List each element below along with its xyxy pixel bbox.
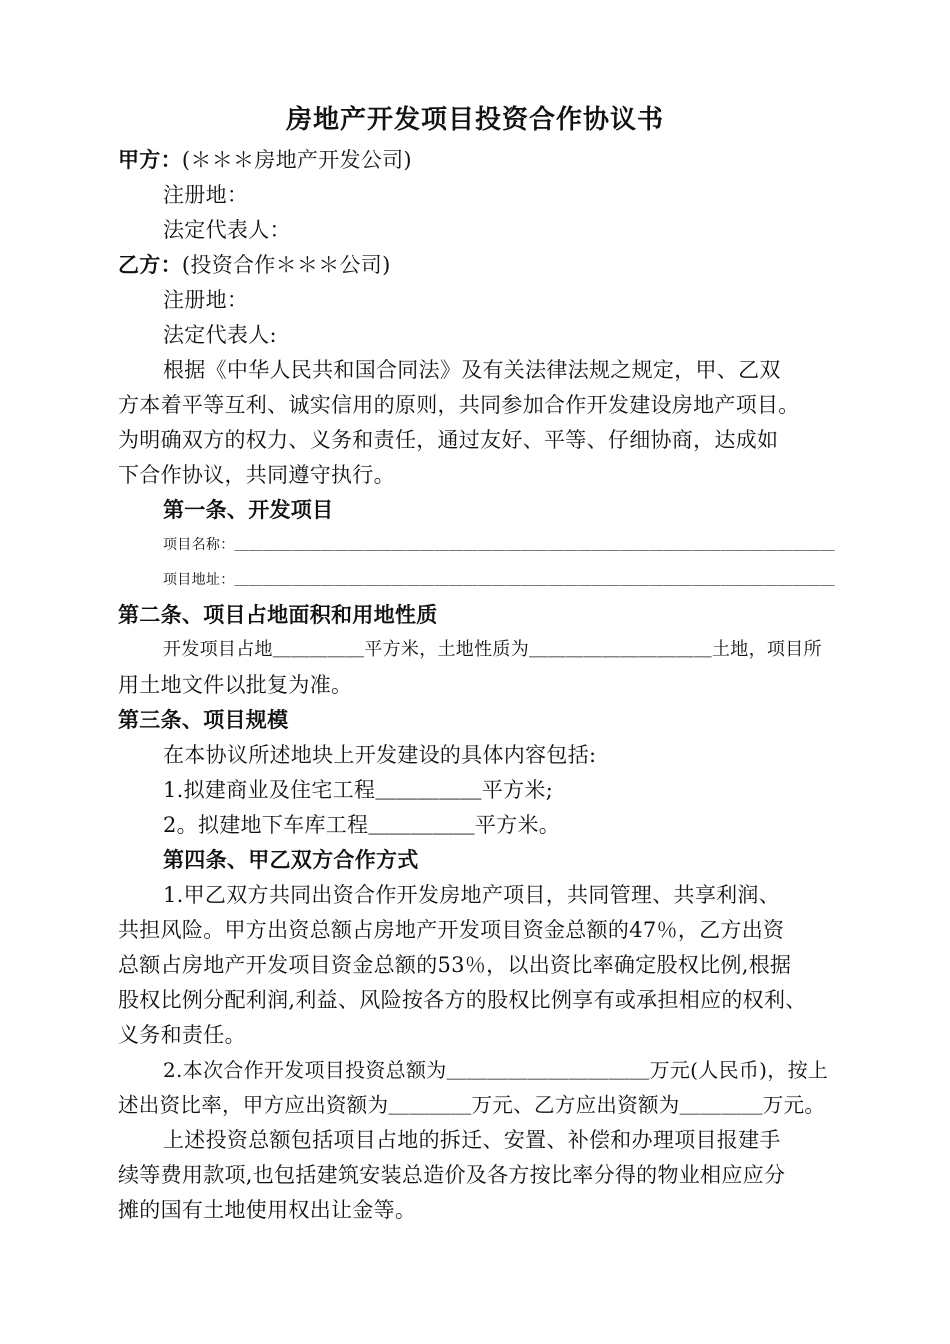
article-4-heading: 第四条、甲乙双方合作方式 xyxy=(163,847,419,872)
article-1-heading: 第一条、开发项目 xyxy=(163,497,334,522)
project-address-field: 项目地址：＿＿＿＿＿＿＿＿＿＿＿＿＿＿＿＿＿＿＿＿＿＿＿＿＿＿＿＿＿＿＿＿＿＿＿＿＿＿＿＿＿＿ xyxy=(163,572,836,588)
preamble-line: 为明确双方的权力、义务和责任，通过友好、平等、仔细协商，达成如 xyxy=(118,428,779,452)
article-4-line: 摊的国有土地使用权出让金等。 xyxy=(118,1198,417,1222)
preamble-line: 下合作协议，共同遵守执行。 xyxy=(118,463,395,487)
party-b-line xyxy=(118,250,391,280)
preamble-line: 根据《中华人民共和国合同法》及有关法律法规之规定，甲、乙双 xyxy=(163,358,781,382)
article-4-line: 股权比例分配利润,利益、风险按各方的股权比例享有或承担相应的权利、 xyxy=(118,988,807,1012)
article-3-line: 2。拟建地下车库工程＿＿＿＿＿平方米。 xyxy=(163,813,561,837)
project-name-field: 项目名称：＿＿＿＿＿＿＿＿＿＿＿＿＿＿＿＿＿＿＿＿＿＿＿＿＿＿＿＿＿＿＿＿＿＿＿＿＿＿＿＿＿＿ xyxy=(163,537,836,553)
article-3-heading: 第三条、项目规模 xyxy=(118,707,289,732)
party-b-name: (投资合作＊＊＊公司) xyxy=(181,253,391,277)
article-3-line: 1.拟建商业及住宅工程＿＿＿＿＿平方米; xyxy=(163,778,554,802)
party-b-registered: 注册地： xyxy=(163,288,249,312)
article-4-line: 2.本次合作开发项目投资总额为＿＿＿＿＿＿＿＿＿＿万元(人民币)，按上 xyxy=(163,1058,829,1082)
party-b-representative: 法定代表人: xyxy=(163,323,277,347)
party-a-name: (＊＊＊房地产开发公司) xyxy=(181,148,412,172)
article-4-line: 义务和责任。 xyxy=(118,1023,246,1047)
article-2-line: 开发项目占地＿＿＿＿＿平方米，土地性质为＿＿＿＿＿＿＿＿＿＿土地，项目所 xyxy=(163,639,822,660)
document-title: 房地产开发项目投资合作协议书 xyxy=(285,105,664,135)
article-2-line: 用土地文件以批复为准。 xyxy=(118,673,353,697)
party-a-line xyxy=(118,145,412,175)
preamble-line: 方本着平等互利、诚实信用的原则，共同参加合作开发建设房地产项目。 xyxy=(118,393,800,417)
article-2-heading: 第二条、项目占地面积和用地性质 xyxy=(118,602,438,627)
party-b-label: 乙方： xyxy=(118,252,182,277)
article-4-line: 上述投资总额包括项目占地的拆迁、安置、补偿和办理项目报建手 xyxy=(163,1128,781,1152)
article-4-line: 总额占房地产开发项目资金总额的53％，以出资比率确定股权比例,根据 xyxy=(118,953,792,977)
article-4-line: 1.甲乙双方共同出资合作开发房地产项目，共同管理、共享利润、 xyxy=(163,883,781,907)
party-a-representative: 法定代表人： xyxy=(163,218,291,242)
article-3-line: 在本协议所述地块上开发建设的具体内容包括: xyxy=(163,743,597,767)
article-4-line: 述出资比率，甲方应出资额为＿＿＿＿万元、乙方应出资额为＿＿＿＿万元。 xyxy=(118,1093,826,1117)
article-4-line: 续等费用款项,也包括建筑安装总造价及各方按比率分得的物业相应应分 xyxy=(118,1163,786,1187)
article-4-line: 共担风险。甲方出资总额占房地产开发项目资金总额的47％，乙方出资 xyxy=(118,918,785,942)
party-a-label: 甲方： xyxy=(118,147,182,172)
party-a-registered: 注册地： xyxy=(163,183,249,207)
